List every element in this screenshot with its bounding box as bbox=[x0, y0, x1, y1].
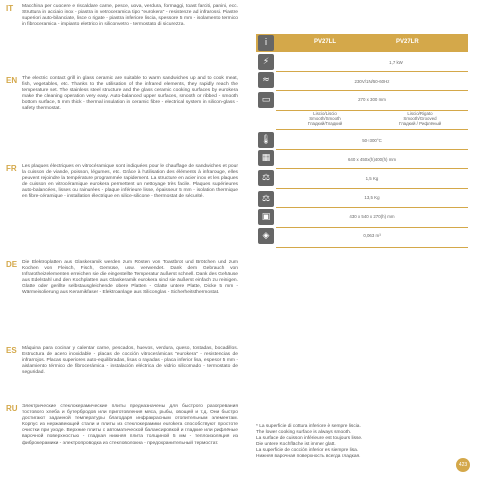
package-value: 430 x 540 x 270(h) mm bbox=[349, 214, 395, 219]
lang-code: FR bbox=[6, 164, 17, 173]
package-icon: ▦ bbox=[258, 150, 274, 166]
lang-code: DE bbox=[6, 260, 18, 269]
row-divider bbox=[276, 129, 468, 130]
plug-icon: ⚡ bbox=[258, 54, 274, 70]
row-divider bbox=[276, 188, 468, 189]
page-number: 423 bbox=[456, 458, 470, 472]
temperature-value: 50÷300°C bbox=[362, 138, 382, 143]
power-supply-icon: ≈ bbox=[258, 72, 274, 88]
net-weight-value: 13,5 Kg bbox=[364, 195, 380, 200]
row-divider bbox=[276, 149, 468, 150]
plate-size-value: 270 x 300 mm bbox=[358, 97, 386, 102]
description-en bbox=[6, 76, 238, 113]
row-divider bbox=[276, 90, 468, 91]
description-es bbox=[6, 346, 238, 376]
description-ru bbox=[6, 404, 238, 447]
row-divider bbox=[276, 207, 468, 208]
lang-code: RU bbox=[6, 404, 18, 413]
row-divider bbox=[276, 227, 468, 228]
footnote bbox=[256, 424, 466, 460]
lang-code: IT bbox=[6, 4, 14, 13]
net-weight-icon: ⚖ bbox=[258, 191, 274, 207]
volume-icon: ◈ bbox=[258, 228, 274, 244]
description-text: Máquina para cocinar y calentar carne, pescados, huevos, verdura, queso, tostadas, bocadillos. Estructura de acero inoxidable - placas de cocción vitrocerámicas "eurokera" - resistencias de infrarrojos. Placas superiores auto-equilibradas, lisas o rayadas - placa inferior lisa, espesor 5 mm - aislamiento térmico de fibrocerámica - instalación eléctrica de vidrio silicomado - termostato de seguridad. bbox=[22, 346, 238, 376]
dimensions-value: 640 x 450x(h)400(h) mm bbox=[347, 157, 397, 162]
description-text: Электрические стеклокерамические плиты предназначены для быстрого разогревания тостового хлеба и бутербродов или приготовления мяса, рыбы, овощей и т.д. Они быстро достигают заданной температуры благодаря инфракрасным отопительным элементам. Корпус из нержавеющей стали и плиты из стеклокерамики eurokera способствуют простоте очистки при уходе. Верхние плиты с автоматической балансировкой и гладкие или рифлёные варочной поверхностью - гладкая нижняя плита толщиной 5 мм - теплоизоляция из фиброкерамики - электропроводка из стекловолокна - предохранительный термостат. bbox=[22, 404, 238, 446]
info-icon: i bbox=[258, 35, 274, 51]
surface-ll-value: Liscio/Liscio Smooth/Smooth Гладкий/Гладкий bbox=[307, 111, 343, 126]
dimensions-icon: ▭ bbox=[258, 92, 274, 108]
gross-weight-value: 1,5 Kg bbox=[365, 176, 379, 181]
model-pv27lr: PV27LR bbox=[396, 39, 419, 45]
spec-table bbox=[256, 34, 468, 257]
lang-code: ES bbox=[6, 346, 17, 355]
description-it bbox=[6, 4, 238, 28]
thermometer-icon: 🌡 bbox=[258, 132, 274, 148]
lang-code: EN bbox=[6, 76, 18, 85]
volume-value: 0,063 m³ bbox=[363, 233, 381, 238]
description-fr bbox=[6, 164, 238, 201]
box-icon: ▣ bbox=[258, 209, 274, 225]
row-divider bbox=[276, 168, 468, 169]
voltage-value: 230V/1N/50-60Hz bbox=[354, 79, 390, 84]
power-value: 1,7 kW bbox=[389, 60, 403, 65]
description-text: Les plaques électriques en vitrocéramique sont indiquées pour le chauffage de sandwiches et pour la cuisson de viande, poisson, légumes, etc. Grâce à l'utilisation des éléments à infrarouge, elles peuvent rejoindre la température programmée rapidement. La structure en acier inox et les plaques de cuisson en vitrocéramique eurokera permettent un nettoyage très facile. Plaques supérieures auto-balancées, lisses ou rainurées - plaque inférieure lisse, épaisseur 5 mm - isolation thermique en fibre-céramique - installation électrique en silice-silicone - thermostat de sécurité. bbox=[22, 164, 238, 200]
spec-header bbox=[256, 34, 468, 52]
row-divider bbox=[276, 71, 468, 72]
description-text: Macchina per cuocere e riscaldare carne, pesce, uova, verdura, formaggi, toast farciti, panini, ecc. Struttura in acciaio inox - piastra in vetroceramica tipo "eurokera" - resistenze ad infrarossi. Piastre superiori auto-bilanciate, lisce o rigate - piastra inferiore liscia, spessore 5 mm - isolamento termico in fibroceramica - impianto elettrico in siliconvetro - termostato di sicurezza. bbox=[22, 4, 238, 28]
surface-lr-value: Liscio/Rigato Smooth/Grooved Гладкий / Рифлёный bbox=[398, 111, 442, 126]
model-pv27ll: PV27LL bbox=[314, 39, 337, 45]
description-de bbox=[6, 260, 238, 297]
footnote-text: * La superficie di cottura inferiore è sempre liscia. The lower cooking surface is always smooth. La surface de cuisson inférieure est toujours lisse. Die untere Kochfläche ist immer glatt. La superficie de cocción inferior es siempre lisa. Нижняя варочная поверхность всегда гладкая. bbox=[256, 424, 363, 459]
weight-icon: ⚖ bbox=[258, 170, 274, 186]
row-divider bbox=[276, 247, 468, 248]
description-text: Die Elektroplatten aus Glaskeramik werden zum Rösten von Toastbrot und Brötchen und zum Kochen von Fleisch, Fisch, Gemüse, usw. verwendet. Dank dem Gebrauch von Infrarotheizelementen erreichen sie die eingestellte Temperatur äußerst schnell. Dank des Gehäuse aus Edelstahl und den Kochplatten aus Glaskeramik eurokera sind sie äußerst einfach zu reinigen. Glatte oder gerillte selbstausgleichende obere Platten - Glatte untere Platte, Dicke 5 mm - Wärmeisolierung aus Keramikfaser - Elektroanlage aus Siliconglas - Sicherheitsthermostat. bbox=[22, 260, 238, 296]
description-text: The electric contact grill in glass ceramic are suitable to warm sandwiches up and to cook meat, fish, vegetables, etc. Thanks to the utilisation of the infrared elements, they rapidly reach the temperature set. The stainless steel structure and the glass ceramic cooking surfaces by eurokera make the cleaning operation very easy. Auto-balanced upper surfaces, smooth or ribbed - smooth bottom surface, 5 mm thick - thermal insulation in ceramic fibre - electrical system in silicon-glass - safety thermostat. bbox=[22, 76, 238, 112]
